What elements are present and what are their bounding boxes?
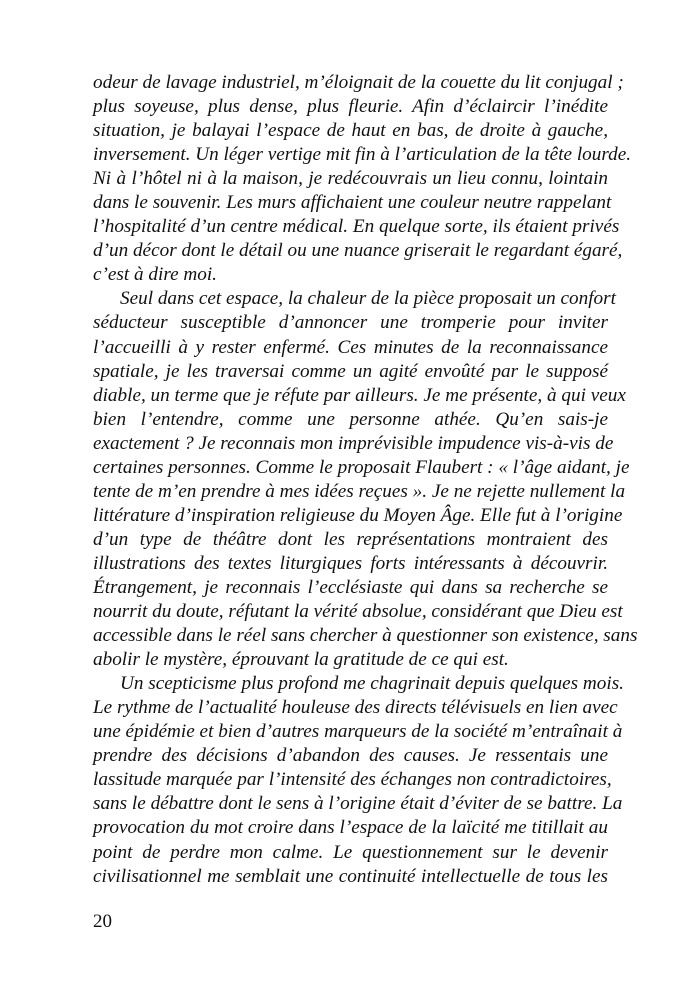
text-line: diable, un terme que je réfute par ailleurs. Je me présente, à qui veux bbox=[93, 384, 626, 406]
text-line: tente de m’en prendre à mes idées reçues ». Je ne rejette nullement la bbox=[93, 480, 626, 502]
text-line: l’accueilli à y rester enfermé. Ces minutes de la reconnaissance bbox=[93, 336, 608, 358]
text-line: Seul dans cet espace, la chaleur de la pièce proposait un confort bbox=[120, 288, 616, 310]
text-line: c’est à dire moi. bbox=[93, 264, 217, 286]
text-line: une épidémie et bien d’autres marqueurs de la société m’entraînait à bbox=[93, 721, 623, 743]
text-line: accessible dans le réel sans chercher à questionner son existence, sans bbox=[93, 625, 638, 647]
page-number: 20 bbox=[93, 911, 112, 932]
text-line: Ni à l’hôtel ni à la maison, je redécouvrais un lieu connu, lointain bbox=[93, 168, 608, 190]
text-line: d’un décor dont le détail ou une nuance griserait le regardant égaré, bbox=[93, 240, 623, 262]
text-line: plus soyeuse, plus dense, plus fleurie. Afin d’éclaircir l’inédite bbox=[93, 96, 608, 118]
text-line: l’hospitalité d’un centre médical. En quelque sorte, ils étaient privés bbox=[93, 216, 620, 238]
text-line: provocation du mot croire dans l’espace de la laïcité me titillait au bbox=[93, 817, 608, 839]
paragraph bbox=[93, 672, 624, 888]
text-line: abolir le mystère, éprouvant la gratitude de ce qui est. bbox=[93, 649, 509, 671]
text-line: inversement. Un léger vertige mit fin à l’articulation de la tête lourde. bbox=[93, 144, 632, 166]
text-line: odeur de lavage industriel, m’éloignait de la couette du lit conjugal ; bbox=[93, 72, 624, 93]
text-line: spatiale, je les traversai comme un agité envoûté par le supposé bbox=[93, 360, 608, 382]
text-line: point de perdre mon calme. Le questionnement sur le devenir bbox=[93, 841, 608, 863]
text-line: prendre des décisions d’abandon des causes. Je ressentais une bbox=[93, 745, 608, 767]
text-line: illustrations des textes liturgiques forts intéressants à découvrir. bbox=[93, 552, 608, 574]
page-body bbox=[93, 71, 638, 889]
paragraph bbox=[93, 287, 638, 672]
text-line: bien l’entendre, comme une personne athée. Qu’en sais-je bbox=[93, 408, 608, 430]
text-line: Un scepticisme plus profond me chagrinait depuis quelques mois. bbox=[120, 673, 624, 695]
text-line: sans le débattre dont le sens à l’origine était d’éviter de se battre. La bbox=[93, 793, 623, 815]
text-line: d’un type de théâtre dont les représentations montraient des bbox=[93, 528, 608, 550]
text-line: Étrangement, je reconnais l’ecclésiaste qui dans sa recherche se bbox=[93, 576, 608, 598]
text-line: situation, je balayai l’espace de haut en bas, de droite à gauche, bbox=[93, 120, 608, 142]
text-line: nourrit du doute, réfutant la vérité absolue, considérant que Dieu est bbox=[93, 601, 623, 623]
text-line: littérature d’inspiration religieuse du Moyen Âge. Elle fut à l’origine bbox=[93, 504, 623, 526]
text-line: Le rythme de l’actualité houleuse des directs télévisuels en lien avec bbox=[93, 697, 618, 719]
text-line: civilisationnel me semblait une continuité intellectuelle de tous les bbox=[93, 865, 608, 887]
text-line: dans le souvenir. Les murs affichaient une couleur neutre rappelant bbox=[93, 192, 612, 214]
text-line: lassitude marquée par l’intensité des échanges non contradictoires, bbox=[93, 769, 612, 791]
text-line: séducteur susceptible d’annoncer une tromperie pour inviter bbox=[93, 312, 608, 334]
text-line: certaines personnes. Comme le proposait Flaubert : « l’âge aidant, je bbox=[93, 456, 630, 478]
paragraph bbox=[93, 71, 632, 287]
text-line: exactement ? Je reconnais mon imprévisible impudence vis-à-vis de bbox=[93, 432, 614, 454]
